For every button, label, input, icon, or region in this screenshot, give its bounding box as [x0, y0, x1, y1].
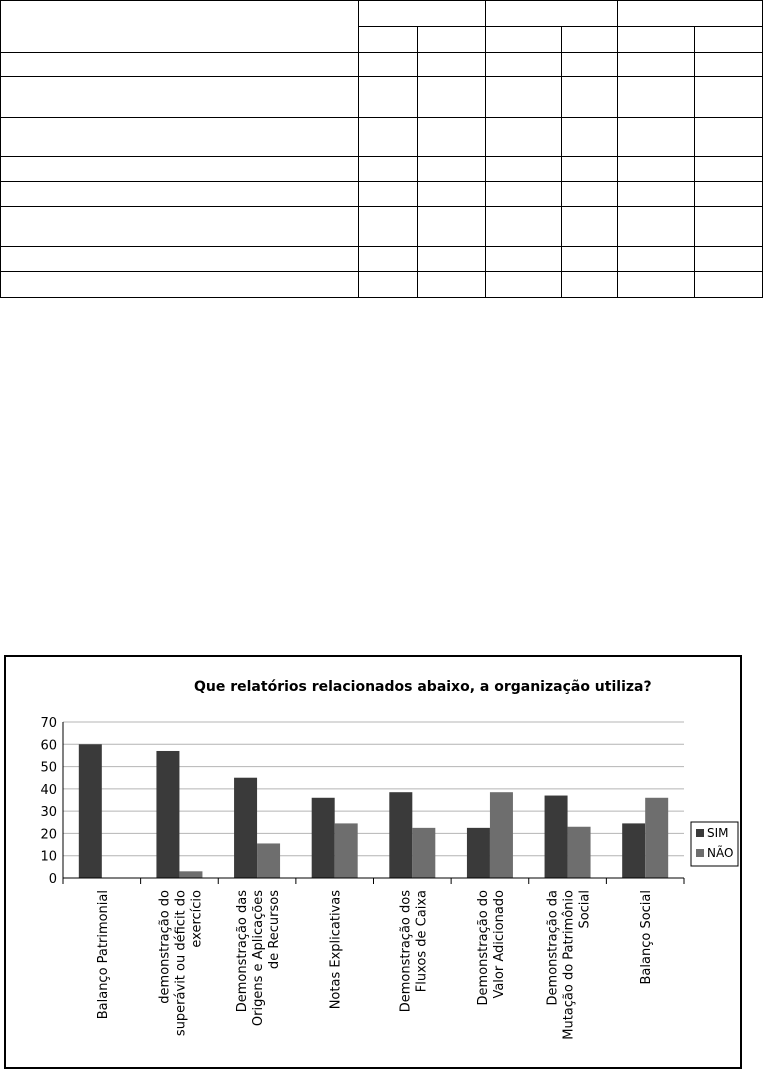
bar-sim: [79, 744, 102, 878]
y-tick-label: 10: [40, 849, 57, 865]
chart-frame: [4, 655, 742, 1069]
category-label-line: Mutação do Patrimônio: [561, 890, 577, 1040]
bar-nao: [568, 827, 591, 878]
category-label-line: demonstração do: [157, 890, 173, 1004]
bar-nao: [490, 792, 513, 878]
category-label: [639, 890, 654, 984]
y-tick-label: 0: [48, 872, 57, 887]
x-axis-labels: [96, 890, 654, 1040]
category-label: [157, 890, 204, 1036]
bar-nao: [335, 823, 358, 878]
category-label-line: Notas Explicativas: [328, 890, 344, 1010]
category-label-line: Demonstração do: [475, 890, 491, 1006]
category-label-line: Demonstração da: [545, 890, 561, 1006]
bar-sim: [389, 792, 412, 878]
legend-label: NÃO: [707, 846, 734, 860]
bar-sim: [312, 798, 335, 878]
bar-sim: [545, 796, 568, 878]
y-tick-label: 30: [40, 805, 57, 821]
bar-nao: [645, 798, 668, 878]
category-label: [96, 890, 111, 1019]
blank-table: [0, 0, 763, 300]
gridlines: [63, 722, 684, 856]
category-label: [329, 890, 344, 1010]
legend-swatch: [696, 829, 704, 837]
bar-chart: [6, 657, 740, 1067]
legend: [691, 822, 738, 866]
y-tick-label: 40: [40, 782, 57, 798]
chart-title: Que relatórios relacionados abaixo, a organização utiliza?: [194, 679, 652, 695]
y-tick-label: 50: [40, 760, 57, 776]
bar-nao: [257, 843, 280, 878]
legend-label: SIM: [707, 826, 729, 840]
bar-nao: [412, 828, 435, 878]
category-label: [398, 890, 429, 1012]
category-label-line: superávit ou déficit do: [173, 890, 189, 1037]
axes: [63, 722, 684, 884]
bar-sim: [234, 778, 257, 878]
category-label-line: Balanço Patrimonial: [95, 890, 111, 1020]
category-label: [546, 890, 593, 1040]
category-label-line: Fluxos de Caixa: [414, 890, 430, 993]
category-label-line: Valor Adicionado: [491, 890, 507, 999]
category-label-line: Social: [577, 890, 593, 929]
legend-swatch: [696, 849, 704, 857]
bar-sim: [622, 823, 645, 878]
category-label-line: exercício: [189, 890, 205, 948]
bar-sim: [156, 751, 179, 878]
category-label-line: Balanço Social: [639, 890, 655, 985]
category-label-line: Demonstração dos: [398, 890, 414, 1013]
bar-sim: [467, 828, 490, 878]
y-axis: [40, 716, 57, 887]
y-tick-label: 20: [40, 827, 57, 843]
category-label: [476, 890, 507, 1005]
category-label: [235, 890, 282, 1026]
category-label-line: Origens e Aplicações: [251, 890, 267, 1027]
category-label-line: Demonstração das: [235, 890, 251, 1013]
y-tick-label: 70: [40, 716, 57, 731]
category-label-line: de Recursos: [267, 890, 283, 970]
bar-nao: [179, 871, 202, 878]
y-tick-label: 60: [40, 738, 57, 754]
